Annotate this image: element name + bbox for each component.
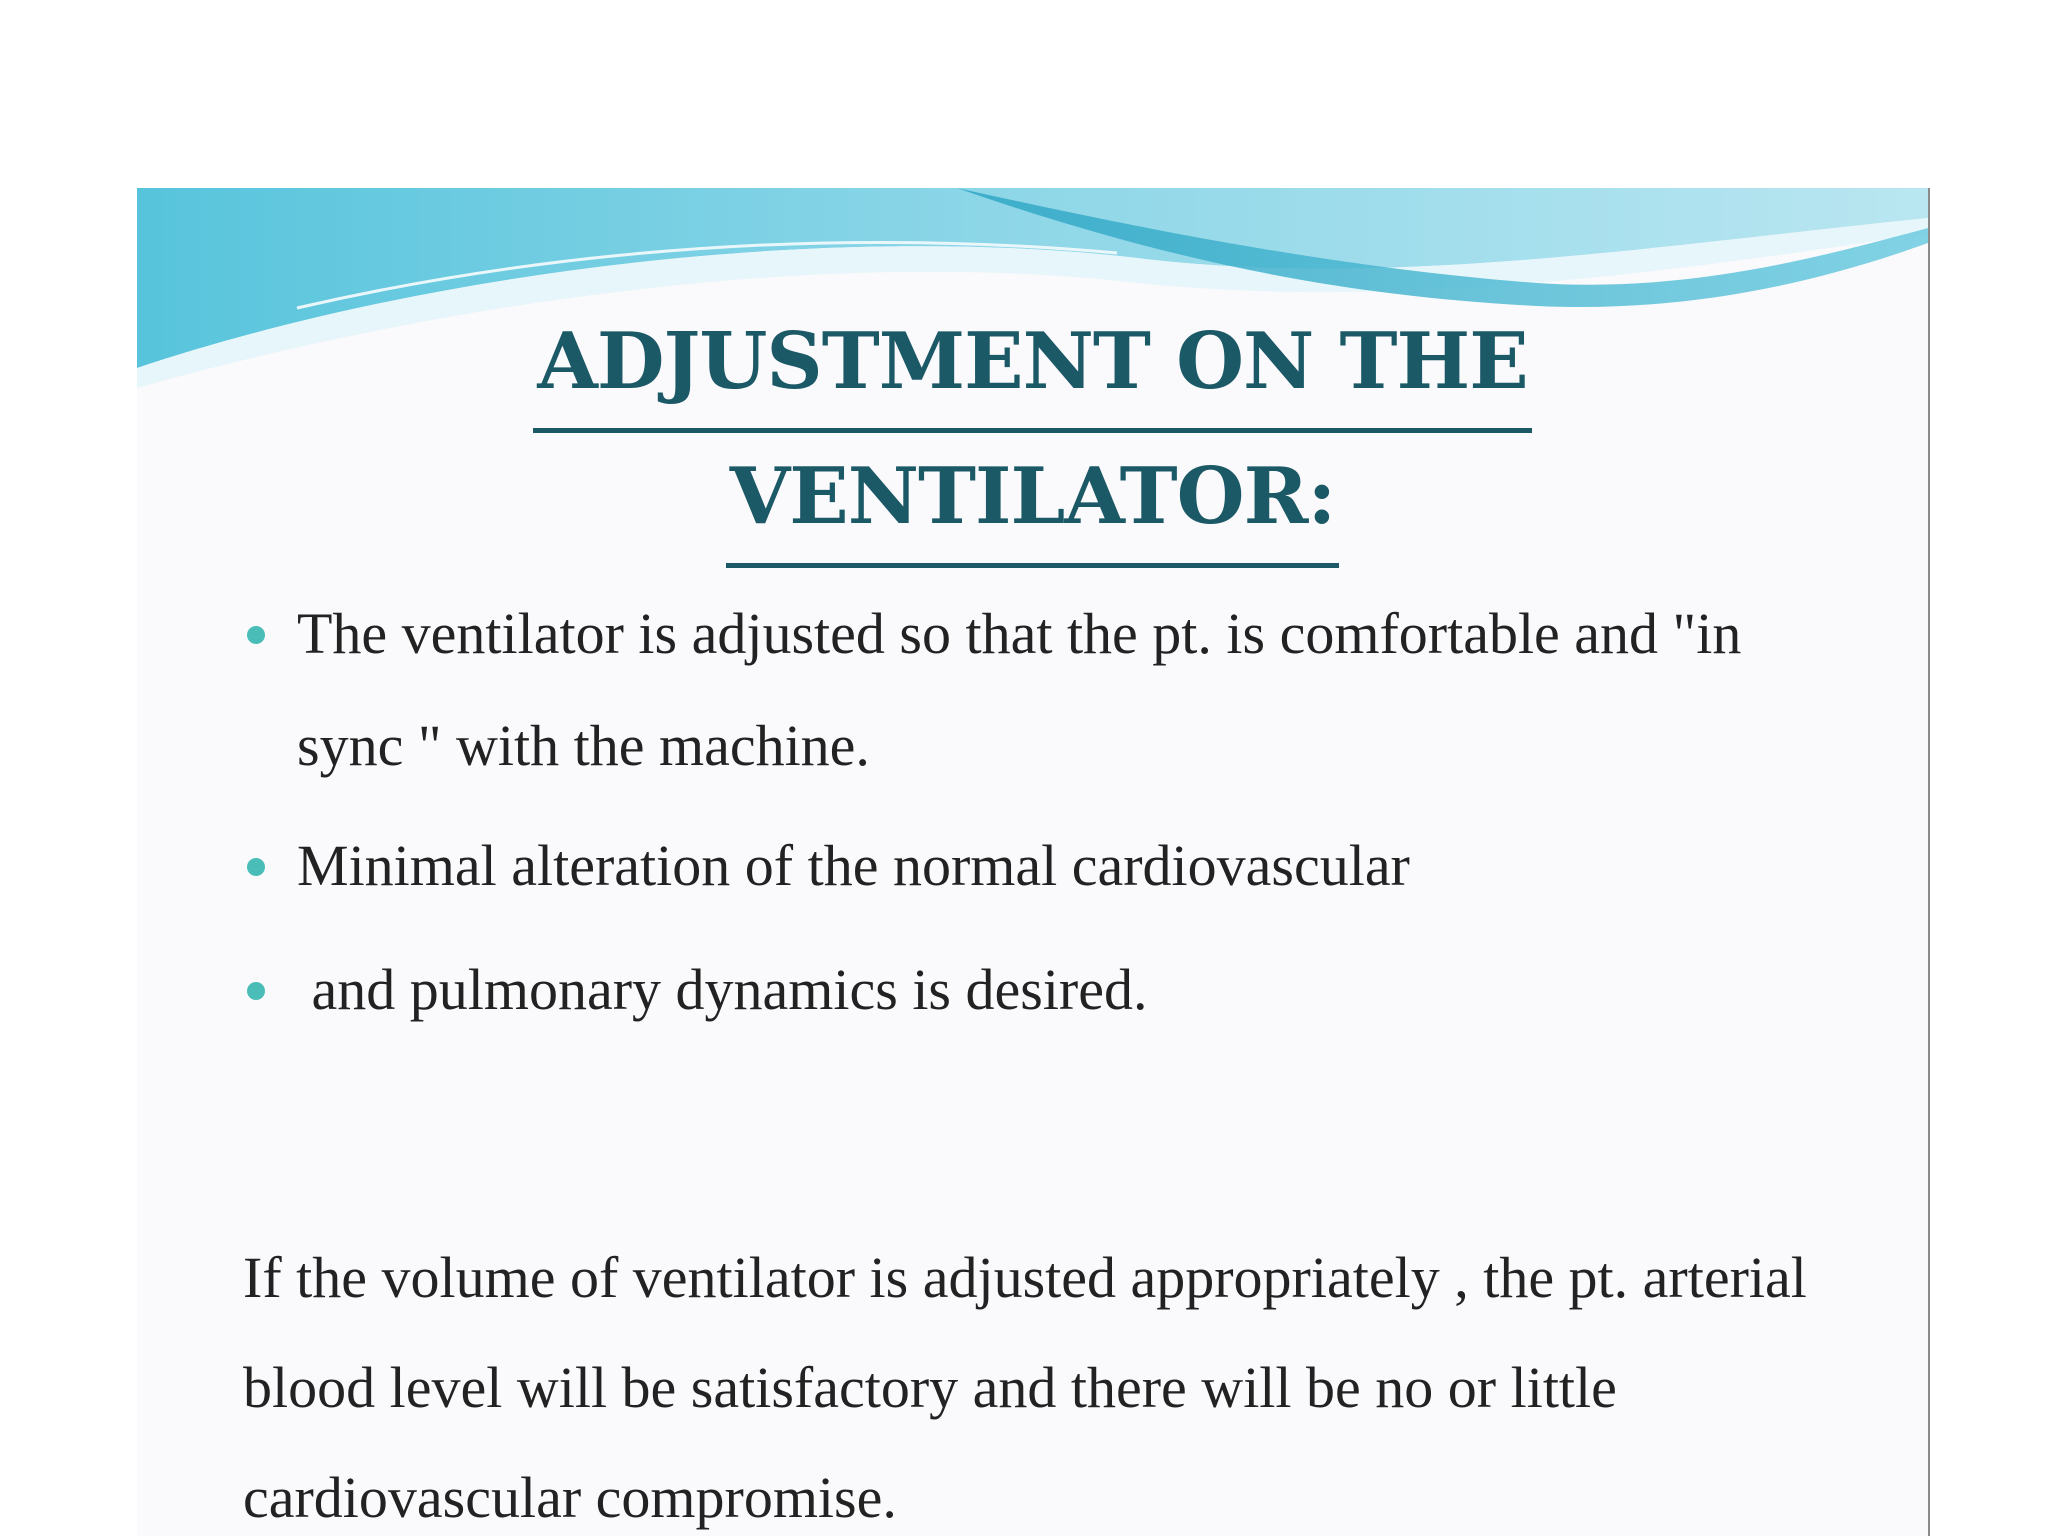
bullet-dot-icon: [247, 982, 265, 1000]
bullet-item: [247, 810, 1847, 922]
bullet-item: [247, 934, 1847, 1046]
slide-title: [137, 298, 1928, 568]
bullet-dot-icon: [247, 626, 265, 644]
bullet-text: and pulmonary dynamics is desired.: [297, 957, 1148, 1022]
bullet-item: [247, 578, 1847, 802]
bullet-dot-icon: [247, 858, 265, 876]
slide: [137, 188, 1930, 1536]
bullet-list: [247, 578, 1847, 1046]
bullet-text: The ventilator is adjusted so that the pt. is comfortable and "in sync " with the machine.: [297, 601, 1742, 778]
slide-title-line-1: ADJUSTMENT ON THE: [533, 298, 1531, 433]
slide-title-line-2: VENTILATOR:: [726, 433, 1340, 568]
body-paragraph: If the volume of ventilator is adjusted appropriately , the pt. arterial blood level will be satisfactory and there will be no or little cardiovascular compromise.: [243, 1245, 1807, 1530]
bullet-text: Minimal alteration of the normal cardiovascular: [297, 833, 1410, 898]
